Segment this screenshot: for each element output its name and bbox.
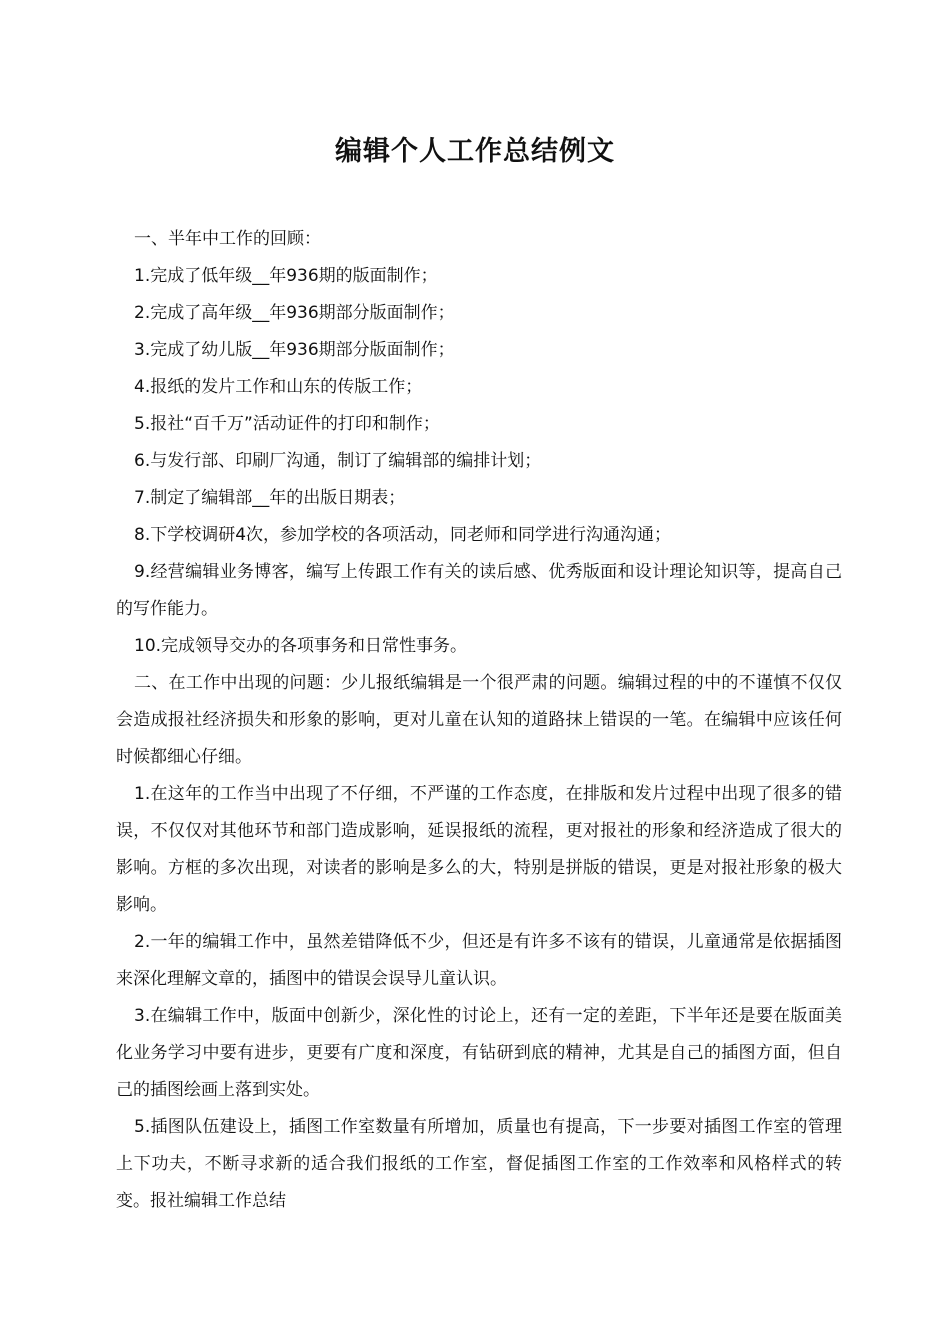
- list-item: 1.完成了低年级__年936期的版面制作；: [134, 266, 438, 286]
- list-item: 4.报纸的发片工作和山东的传版工作；: [134, 377, 423, 397]
- list-item: 5.报社“百千万”活动证件的打印和制作；: [134, 414, 440, 434]
- list-item: 1.在这年的工作当中出现了不仔细，不严谨的工作态度，在排版和发片过程中出现了很多的错误，不仅仅对其他环节和部门造成影响，延误报纸的流程，更对报社的形象和经济造成了很大的影响。方框的多次出现，对读者的影响是多么的大，特别是拼版的错误，更是对报社形象的极大影响。: [116, 784, 842, 915]
- list-item: 10.完成领导交办的各项事务和日常性事务。: [134, 636, 468, 656]
- document-title: 编辑个人工作总结例文: [335, 136, 615, 167]
- section-heading-problems: 二、在工作中出现的问题：少儿报纸编辑是一个很严肃的问题。编辑过程的中的不谨慎不仅仅会造成报社经济损失和形象的影响，更对儿童在认知的道路抹上错误的一笔。在编辑中应该任何时候都细心仔细。: [116, 673, 842, 767]
- list-item: 2.完成了高年级__年936期部分版面制作；: [134, 303, 455, 323]
- document-body: [116, 221, 842, 1220]
- list-item: 8.下学校调研4次，参加学校的各项活动，同老师和同学进行沟通沟通；: [134, 525, 672, 545]
- section-heading-review: 一、半年中工作的回顾：: [134, 229, 321, 249]
- list-item: 5.插图队伍建设上，插图工作室数量有所增加，质量也有提高，下一步要对插图工作室的管理上下功夫，不断寻求新的适合我们报纸的工作室，督促插图工作室的工作效率和风格样式的转变。报社编辑工作总结: [116, 1117, 842, 1211]
- list-item: 7.制定了编辑部__年的出版日期表；: [134, 488, 406, 508]
- list-item: 9.经营编辑业务博客，编写上传跟工作有关的读后感、优秀版面和设计理论知识等，提高自己的写作能力。: [116, 562, 842, 619]
- list-item: 6.与发行部、印刷厂沟通，制订了编辑部的编排计划；: [134, 451, 542, 471]
- list-item: 3.在编辑工作中，版面中创新少，深化性的讨论上，还有一定的差距，下半年还是要在版面美化业务学习中要有进步，更要有广度和深度，有钻研到底的精神，尤其是自己的插图方面，但自己的插图绘画上落到实处。: [116, 1006, 842, 1100]
- list-item: 2.一年的编辑工作中，虽然差错降低不少，但还是有许多不该有的错误，儿童通常是依据插图来深化理解文章的，插图中的错误会误导儿童认识。: [116, 932, 842, 989]
- list-item: 3.完成了幼儿版__年936期部分版面制作；: [134, 340, 455, 360]
